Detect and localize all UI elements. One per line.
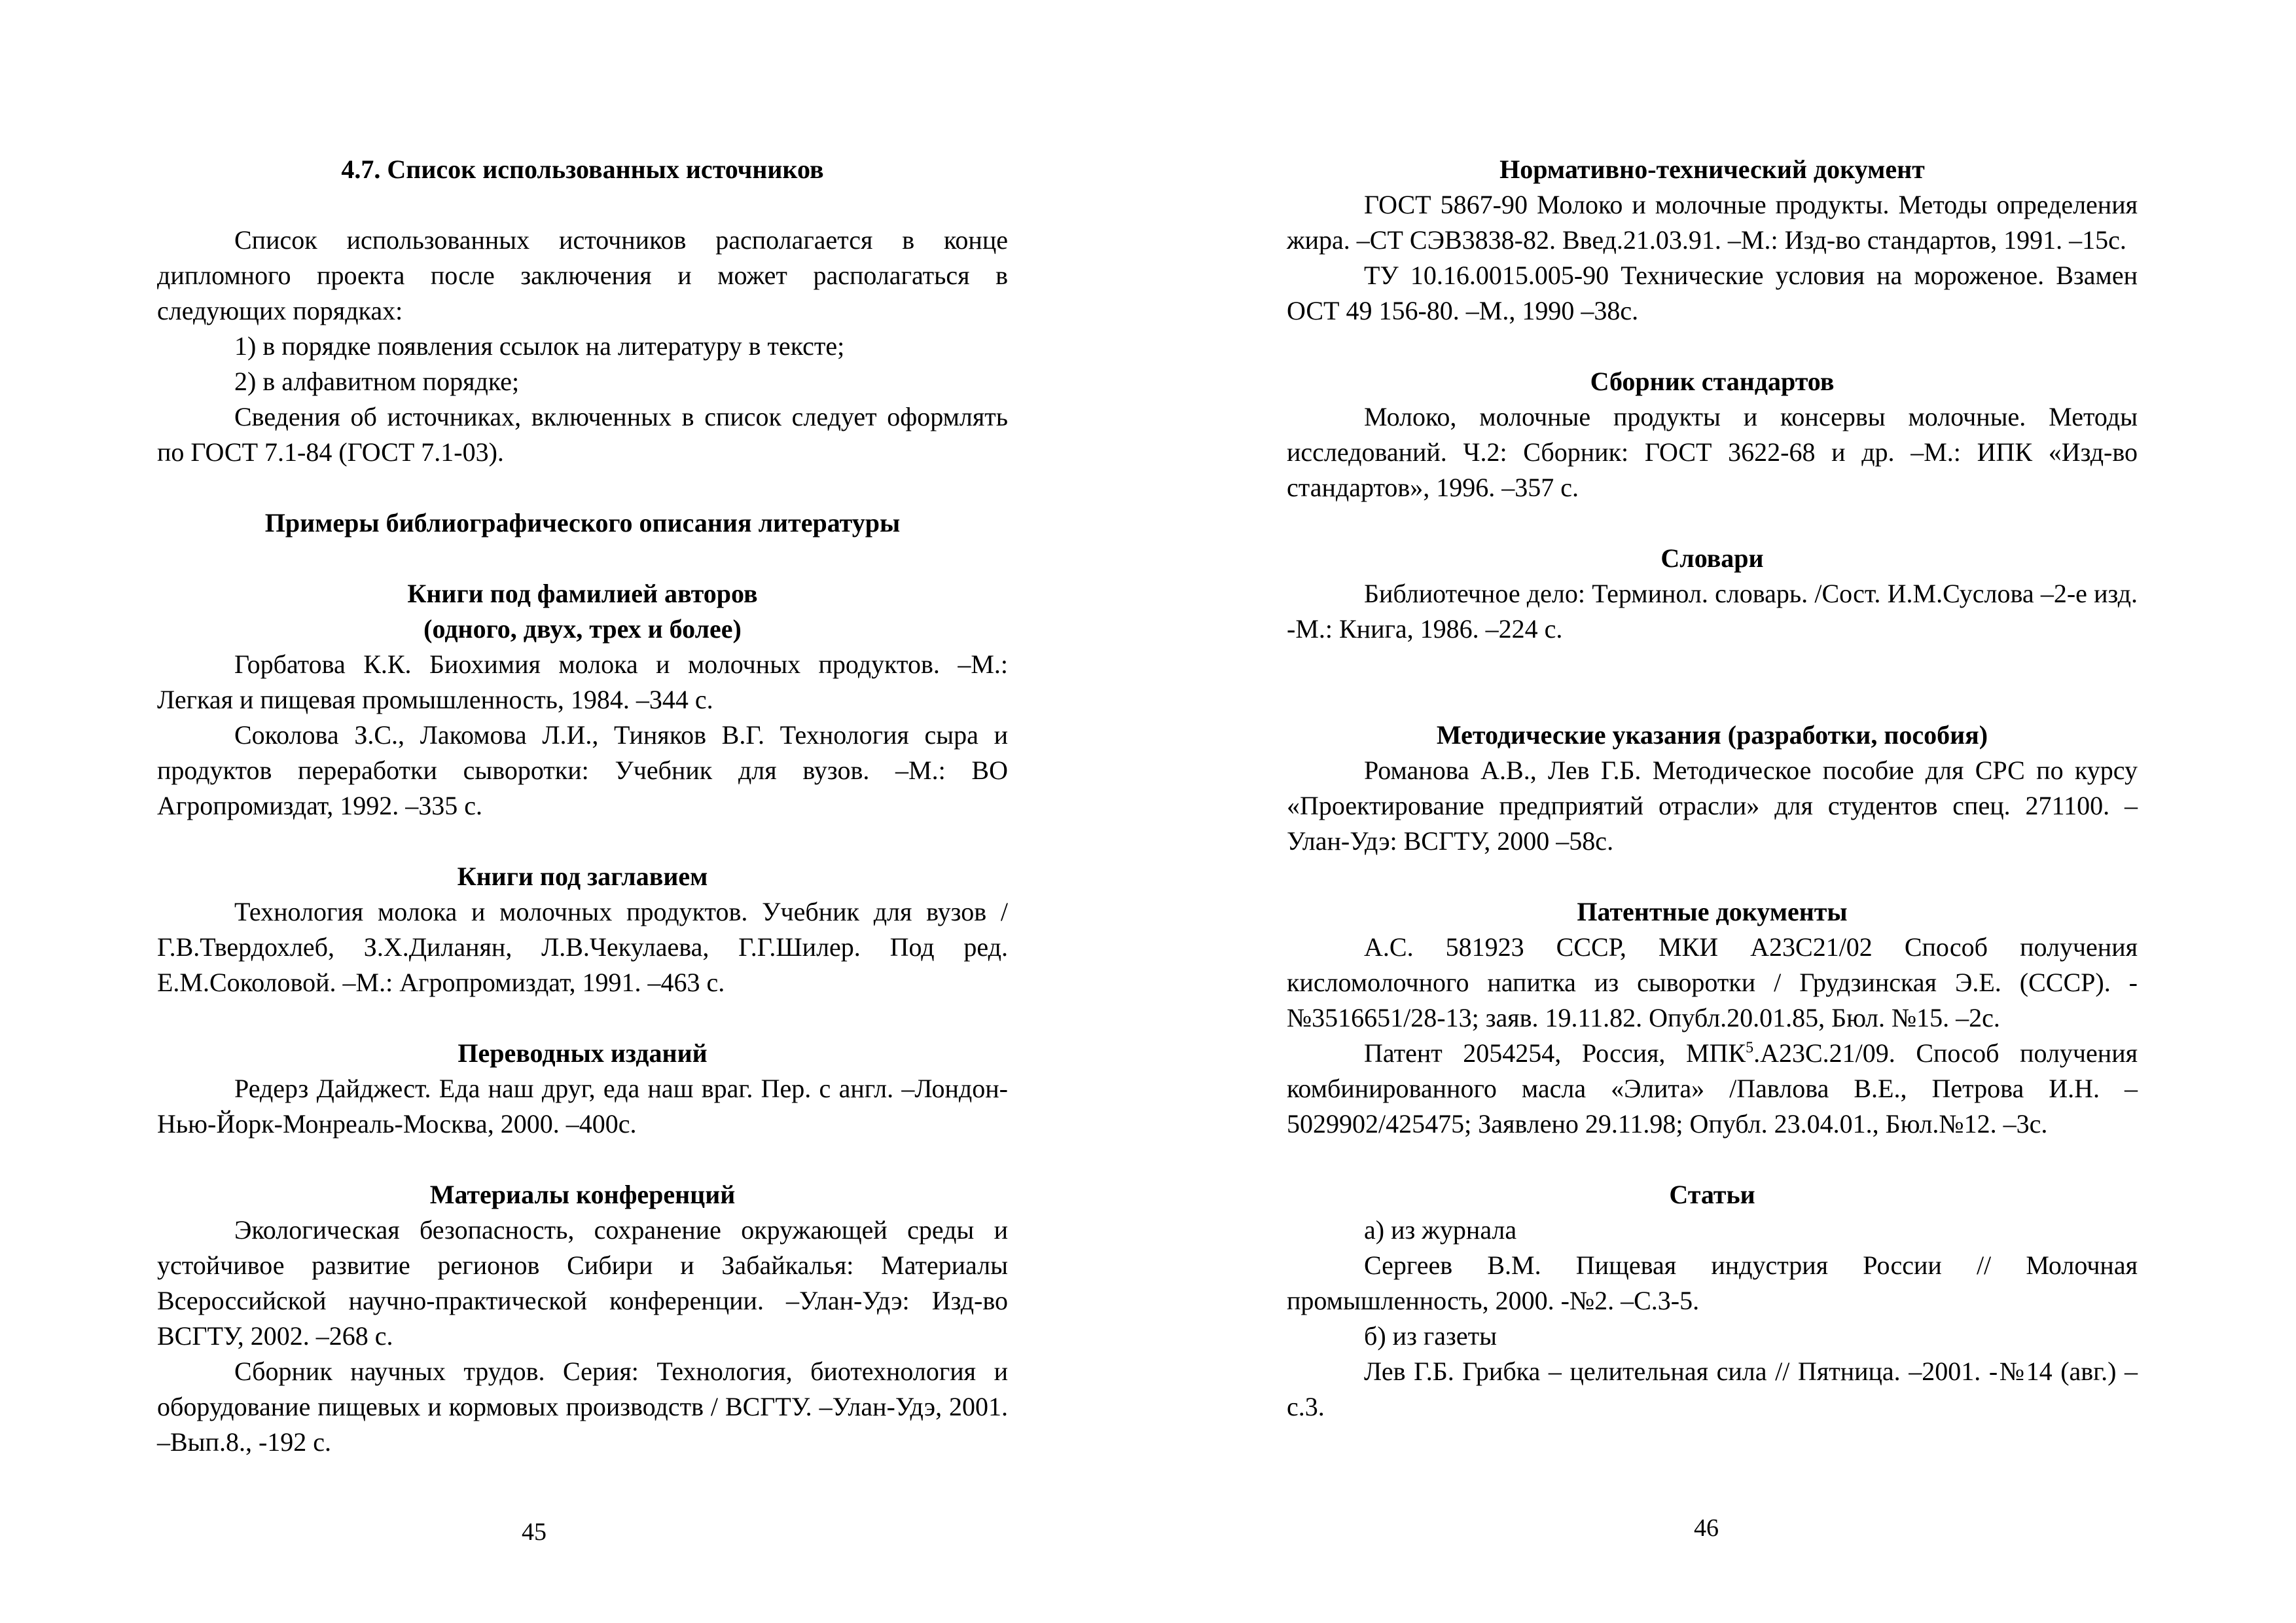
reference-entry: Молоко, молочные продукты и консервы молочные. Методы исследований. Ч.2: Сборник: ГОСТ 3622-68 и др. –М.: ИПК «Изд-во стандартов», 1996. –357 с. xyxy=(1287,402,2138,502)
books-authors-heading: Книги под фамилией авторов xyxy=(407,579,758,608)
page-number-left: 45 xyxy=(522,1518,547,1546)
reference-entry: Соколова З.С., Лакомова Л.И., Тиняков В.Г. Технология сыра и продуктов переработки сыворотки: Учебник для вузов. –М.: ВО Агропромиздат, 1992. –335 с. xyxy=(157,720,1008,820)
reference-entry: Сборник научных трудов. Серия: Технология, биотехнология и оборудование пищевых и кормовых производств / ВСГТУ. –Улан-Удэ, 2001. –Вып.8., -192 с. xyxy=(157,1357,1008,1457)
section-title: 4.7. Список использованных источников xyxy=(341,155,824,184)
patent-superscript: 5 xyxy=(1746,1039,1754,1057)
reference-entry: Технология молока и молочных продуктов. Учебник для вузов /Г.В.Твердохлеб, З.Х.Диланян, Л.В.Чекулаева, Г.Г.Шилер. Под ред. Е.М.Соколовой. –М.: Агропромиздат, 1991. –463 с. xyxy=(157,897,1008,997)
normative-heading: Нормативно-технический документ xyxy=(1499,155,1925,184)
list-item: 1) в порядке появления ссылок на литературу в тексте; xyxy=(234,331,845,361)
reference-entry: Лев Г.Б. Грибка – целительная сила // Пятница. –2001. -№14 (авг.) –с.3. xyxy=(1287,1357,2138,1421)
dictionaries-heading: Словари xyxy=(1660,543,1764,573)
books-authors-subheading: (одного, двух, трех и более) xyxy=(423,614,742,644)
reference-entry: А.С. 581923 СССР, МКИ А23С21/02 Способ получения кисломолочного напитка из сыворотки / Грудзинская Э.Е. (СССР). -№3516651/28-13; заяв. 19.11.82. Опубл.20.01.85, Бюл. №15. –2с. xyxy=(1287,932,2138,1032)
reference-entry: Редерз Дайджест. Еда наш друг, еда наш враг. Пер. с англ. –Лондон-Нью-Йорк-Монреаль-Москва, 2000. –400с. xyxy=(157,1074,1008,1139)
list-item: 2) в алфавитном порядке; xyxy=(234,367,520,396)
methodical-heading: Методические указания (разработки, пособия) xyxy=(1436,720,1988,750)
translated-heading: Переводных изданий xyxy=(457,1038,708,1068)
articles-heading: Статьи xyxy=(1669,1180,1755,1209)
reference-entry xyxy=(1287,1036,2138,1142)
examples-heading: Примеры библиографического описания литературы xyxy=(264,508,901,538)
patents-heading: Патентные документы xyxy=(1577,897,1848,926)
newspaper-label: б) из газеты xyxy=(1364,1321,1497,1351)
intro-paragraph: Список использованных источников располагается в конце дипломного проекта после заключения и может располагаться в следующих порядках: xyxy=(157,225,1008,325)
reference-entry: ГОСТ 5867-90 Молоко и молочные продукты. Методы определения жира. –СТ СЭВ3838-82. Введ.21.03.91. –М.: Изд-во стандартов, 1991. –15с. xyxy=(1287,190,2138,255)
reference-entry: Горбатова К.К. Биохимия молока и молочных продуктов. –М.: Легкая и пищевая промышленность, 1984. –344 с. xyxy=(157,649,1008,714)
reference-entry: Романова А.В., Лев Г.Б. Методическое пособие для СРС по курсу «Проектирование предприятий отрасли» для студентов спец. 271100. –Улан-Удэ: ВСГТУ, 2000 –58с. xyxy=(1287,756,2138,856)
standards-heading: Сборник стандартов xyxy=(1590,367,1835,396)
books-title-heading: Книги под заглавием xyxy=(457,862,708,891)
journal-label: а) из журнала xyxy=(1364,1215,1517,1245)
right-page xyxy=(1287,152,2138,1425)
reference-entry: Экологическая безопасность, сохранение окружающей среды и устойчивое развитие регионов Сибири и Забайкалья: Материалы Всероссийской научно-практической конференции. –Улан-Удэ: Изд-во ВСГТУ, 2002. –268 с. xyxy=(157,1215,1008,1351)
intro-paragraph-2: Сведения об источниках, включенных в список следует оформлять по ГОСТ 7.1-84 (ГОСТ 7.1-03). xyxy=(157,402,1008,467)
left-page xyxy=(157,152,1008,1460)
reference-entry: Сергеев В.М. Пищевая индустрия России // Молочная промышленность, 2000. -№2. –С.3-5. xyxy=(1287,1250,2138,1315)
reference-entry: ТУ 10.16.0015.005-90 Технические условия на мороженое. Взамен ОСТ 49 156-80. –М., 1990 –38с. xyxy=(1287,261,2138,325)
patent-text-part: Патент 2054254, Россия, МПК xyxy=(1364,1038,1746,1068)
page-number-right: 46 xyxy=(1694,1514,1719,1542)
reference-entry: Библиотечное дело: Терминол. словарь. /Сост. И.М.Суслова –2-е изд. -М.: Книга, 1986. –224 с. xyxy=(1287,579,2138,644)
conference-heading: Материалы конференций xyxy=(429,1180,736,1209)
patent-text-part: .А23С.21/09. Способ получения комбинированного масла «Элита» /Павлова В.Е., Петрова И.Н. –5029902/425475; Заявлено 29.11.98; Опубл. 23.04.01., Бюл.№12. –3с. xyxy=(1287,1038,2138,1139)
